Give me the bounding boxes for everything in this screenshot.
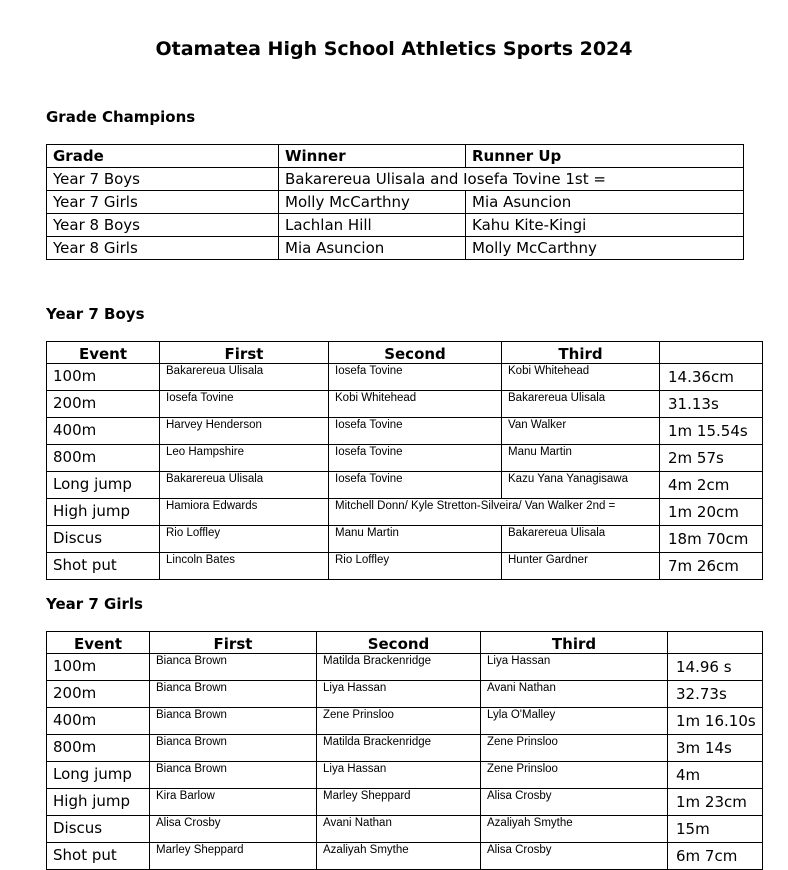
table-row <box>47 191 744 214</box>
second-cell: Azaliyah Smythe <box>317 843 481 870</box>
third-cell: Van Walker <box>502 418 660 445</box>
record-cell: 15m <box>668 816 763 843</box>
column-header-third: Third <box>481 632 668 654</box>
event-cell: 200m <box>47 681 150 708</box>
second-cell: Kobi Whitehead <box>329 391 502 418</box>
table-row <box>47 816 763 843</box>
third-cell: Kobi Whitehead <box>502 364 660 391</box>
table-row <box>47 445 763 472</box>
winner-cell: Molly McCarthny <box>279 191 466 214</box>
joint-second-cell: Mitchell Donn/ Kyle Stretton-Silveira/ Van Walker 2nd = <box>329 499 660 526</box>
column-header-event: Event <box>47 342 160 364</box>
first-cell: Lincoln Bates <box>160 553 329 580</box>
year7-girls-heading: Year 7 Girls <box>46 595 143 613</box>
event-cell: 400m <box>47 418 160 445</box>
first-cell: Alisa Crosby <box>150 816 317 843</box>
record-cell: 2m 57s <box>660 445 763 472</box>
first-cell: Bakarereua Ulisala <box>160 472 329 499</box>
record-cell: 1m 20cm <box>660 499 763 526</box>
third-cell: Avani Nathan <box>481 681 668 708</box>
record-cell: 32.73s <box>668 681 763 708</box>
first-cell: Bianca Brown <box>150 654 317 681</box>
event-cell: Long jump <box>47 762 150 789</box>
second-cell: Marley Sheppard <box>317 789 481 816</box>
column-header-second: Second <box>329 342 502 364</box>
first-cell: Bianca Brown <box>150 735 317 762</box>
second-cell: Matilda Brackenridge <box>317 735 481 762</box>
third-cell: Bakarereua Ulisala <box>502 526 660 553</box>
record-cell: 1m 16.10s <box>668 708 763 735</box>
table-row <box>47 168 744 191</box>
table-row <box>47 735 763 762</box>
record-cell: 4m <box>668 762 763 789</box>
table-row <box>47 654 763 681</box>
third-cell: Hunter Gardner <box>502 553 660 580</box>
column-header-first: First <box>150 632 317 654</box>
second-cell: Iosefa Tovine <box>329 472 502 499</box>
column-header-second: Second <box>317 632 481 654</box>
third-cell: Lyla O'Malley <box>481 708 668 735</box>
third-cell: Azaliyah Smythe <box>481 816 668 843</box>
second-cell: Manu Martin <box>329 526 502 553</box>
record-cell: 1m 15.54s <box>660 418 763 445</box>
second-cell: Avani Nathan <box>317 816 481 843</box>
column-header-grade: Grade <box>47 145 279 168</box>
grade-cell: Year 7 Boys <box>47 168 279 191</box>
runner-up-cell: Kahu Kite-Kingi <box>466 214 744 237</box>
event-cell: 100m <box>47 364 160 391</box>
table-header-row <box>47 342 763 364</box>
third-cell: Kazu Yana Yanagisawa <box>502 472 660 499</box>
third-cell: Bakarereua Ulisala <box>502 391 660 418</box>
record-cell: 18m 70cm <box>660 526 763 553</box>
column-header-third: Third <box>502 342 660 364</box>
third-cell: Manu Martin <box>502 445 660 472</box>
second-cell: Liya Hassan <box>317 681 481 708</box>
year7-boys-heading: Year 7 Boys <box>46 305 145 323</box>
winner-cell: Lachlan Hill <box>279 214 466 237</box>
record-cell: 6m 7cm <box>668 843 763 870</box>
grade-cell: Year 8 Boys <box>47 214 279 237</box>
table-row <box>47 708 763 735</box>
event-cell: 400m <box>47 708 150 735</box>
first-cell: Marley Sheppard <box>150 843 317 870</box>
second-cell: Iosefa Tovine <box>329 364 502 391</box>
record-cell: 4m 2cm <box>660 472 763 499</box>
record-cell: 14.96 s <box>668 654 763 681</box>
event-cell: Discus <box>47 526 160 553</box>
table-row <box>47 789 763 816</box>
column-header-event: Event <box>47 632 150 654</box>
runner-up-cell: Mia Asuncion <box>466 191 744 214</box>
table-row <box>47 214 744 237</box>
grade-cell: Year 8 Girls <box>47 237 279 260</box>
column-header-winner: Winner <box>279 145 466 168</box>
joint-winner-cell: Bakarereua Ulisala and Iosefa Tovine 1st = <box>279 168 744 191</box>
second-cell: Matilda Brackenridge <box>317 654 481 681</box>
third-cell: Liya Hassan <box>481 654 668 681</box>
column-header-runner-up: Runner Up <box>466 145 744 168</box>
table-row <box>47 237 744 260</box>
table-row <box>47 418 763 445</box>
page-title: Otamatea High School Athletics Sports 2024 <box>155 38 633 60</box>
event-cell: Discus <box>47 816 150 843</box>
first-cell: Rio Loffley <box>160 526 329 553</box>
table-row <box>47 526 763 553</box>
event-cell: Shot put <box>47 553 160 580</box>
event-cell: 100m <box>47 654 150 681</box>
first-cell: Bakarereua Ulisala <box>160 364 329 391</box>
event-cell: 800m <box>47 445 160 472</box>
table-row <box>47 391 763 418</box>
record-cell: 14.36cm <box>660 364 763 391</box>
table-row <box>47 472 763 499</box>
record-cell: 31.13s <box>660 391 763 418</box>
event-cell: Long jump <box>47 472 160 499</box>
event-cell: High jump <box>47 789 150 816</box>
year7-girls-table <box>46 631 763 870</box>
second-cell: Zene Prinsloo <box>317 708 481 735</box>
first-cell: Harvey Henderson <box>160 418 329 445</box>
record-cell: 1m 23cm <box>668 789 763 816</box>
third-cell: Alisa Crosby <box>481 843 668 870</box>
table-row <box>47 762 763 789</box>
first-cell: Bianca Brown <box>150 762 317 789</box>
event-cell: 200m <box>47 391 160 418</box>
table-row <box>47 499 763 526</box>
record-cell: 3m 14s <box>668 735 763 762</box>
second-cell: Iosefa Tovine <box>329 445 502 472</box>
column-header-first: First <box>160 342 329 364</box>
third-cell: Zene Prinsloo <box>481 762 668 789</box>
first-cell: Bianca Brown <box>150 681 317 708</box>
first-cell: Bianca Brown <box>150 708 317 735</box>
winner-cell: Mia Asuncion <box>279 237 466 260</box>
first-cell: Kira Barlow <box>150 789 317 816</box>
second-cell: Rio Loffley <box>329 553 502 580</box>
table-row <box>47 843 763 870</box>
table-row <box>47 364 763 391</box>
column-header-record <box>660 342 763 364</box>
event-cell: 800m <box>47 735 150 762</box>
event-cell: High jump <box>47 499 160 526</box>
record-cell: 7m 26cm <box>660 553 763 580</box>
grade-champions-table <box>46 144 744 260</box>
first-cell: Hamiora Edwards <box>160 499 329 526</box>
table-header-row <box>47 145 744 168</box>
event-cell: Shot put <box>47 843 150 870</box>
third-cell: Zene Prinsloo <box>481 735 668 762</box>
year7-boys-table <box>46 341 763 580</box>
table-row <box>47 553 763 580</box>
second-cell: Liya Hassan <box>317 762 481 789</box>
column-header-record <box>668 632 763 654</box>
first-cell: Leo Hampshire <box>160 445 329 472</box>
second-cell: Iosefa Tovine <box>329 418 502 445</box>
third-cell: Alisa Crosby <box>481 789 668 816</box>
grade-champions-heading: Grade Champions <box>46 108 196 126</box>
first-cell: Iosefa Tovine <box>160 391 329 418</box>
table-row <box>47 681 763 708</box>
table-header-row <box>47 632 763 654</box>
grade-cell: Year 7 Girls <box>47 191 279 214</box>
runner-up-cell: Molly McCarthny <box>466 237 744 260</box>
